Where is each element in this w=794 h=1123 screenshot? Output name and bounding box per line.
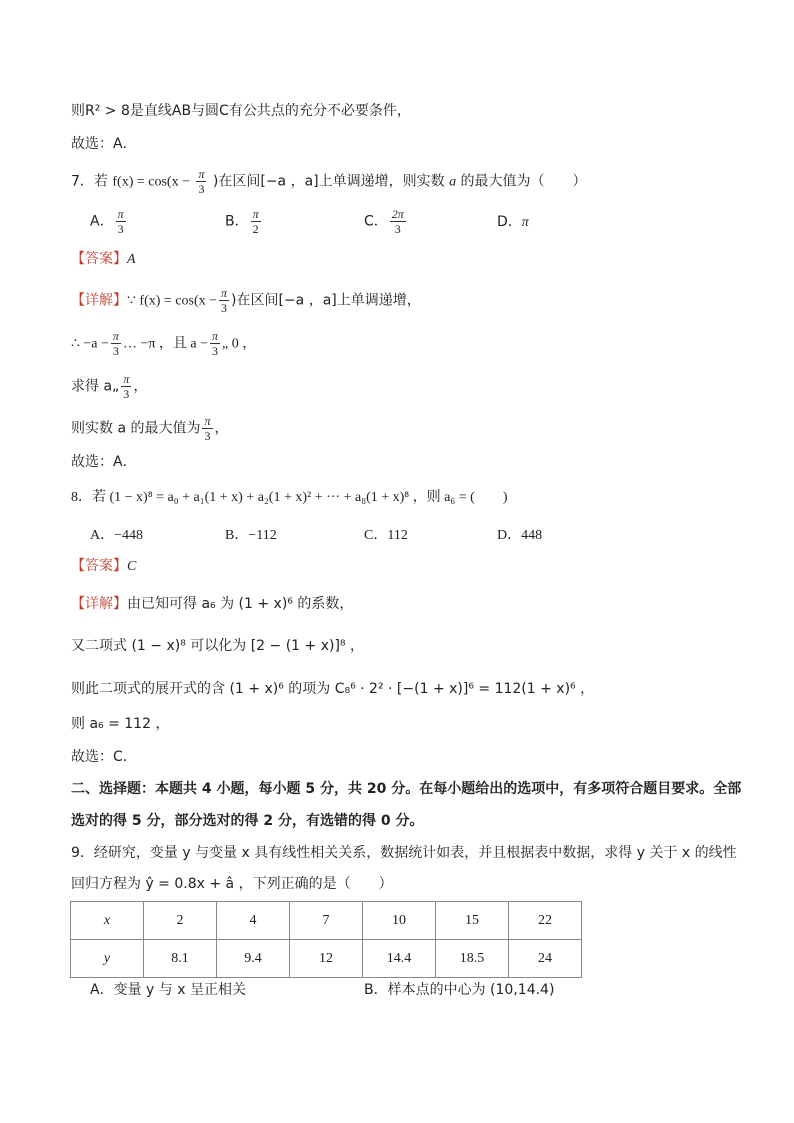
q8-detail-1: 【详解】由已知可得 a₆ 为 (1 + x)⁶ 的系数， <box>71 596 354 612</box>
table-cell: 9.4 <box>217 940 290 978</box>
q7-answer <box>71 249 136 270</box>
table-cell: 2 <box>144 902 217 940</box>
section-header-line-2: 选对的得 5 分，部分选对的得 2 分，有选错的得 0 分。 <box>71 813 424 829</box>
answer-tag: 【答案】 <box>71 251 127 267</box>
section-header-line-1: 二、选择题：本题共 4 小题，每小题 5 分，共 20 分。在每小题给出的选项中，有多项符合题目要求。全部 <box>71 781 742 797</box>
q8-answer <box>71 556 136 577</box>
q7-fraction: $\frac{\pi}{3}$ <box>198 167 205 196</box>
q8-answer-value: C <box>127 559 137 574</box>
table-cell: 8.1 <box>144 940 217 978</box>
q7-detail-4: 则实数 a 的最大值为 $\frac{\pi}{3}$ ， <box>71 414 229 443</box>
q7-detail-3: 求得 a„ $\frac{\pi}{3}$ ， <box>71 372 148 401</box>
q7-option-a: A． $\frac{\pi}{3}$ <box>90 207 124 236</box>
q9-stem-line-2: 回归方程为 ŷ = 0.8x + â ，下列正确的是（ ） <box>71 876 393 892</box>
table-row <box>71 940 582 978</box>
table-cell: 10 <box>363 902 436 940</box>
table-cell: 4 <box>217 902 290 940</box>
q7-option-c: C． $\frac{2\pi}{3}$ <box>364 207 404 236</box>
q9-stem-line-1: 9．经研究，变量 y 与变量 x 具有线性相关关系，数据统计如表，并且根据表中数据，求得 y 关于 x 的线性 <box>71 845 737 861</box>
table-cell: 18.5 <box>436 940 509 978</box>
table-cell: 22 <box>509 902 582 940</box>
q8-detail-3: 则此二项式的展开式的含 (1 + x)⁶ 的项为 C₈⁶ · 2² · [−(1 + x)]⁶ = 112(1 + x)⁶ ， <box>71 681 595 697</box>
q6-choose: 故选：A． <box>71 136 137 152</box>
q7-function: f(x) = cos(x − <box>112 174 190 190</box>
q6-conclusion: 则R² > 8是直线AB与圆C有公共点的充分不必要条件， <box>71 103 411 119</box>
table-cell: 12 <box>290 940 363 978</box>
q7-number: 7．若 <box>71 173 108 190</box>
q7-suffix: 的最大值为（ ） <box>460 173 587 190</box>
q8-detail-2: 又二项式 (1 − x)⁸ 可以化为 [2 − (1 + x)]⁸ ， <box>71 638 364 654</box>
q8-detail-4: 则 a₆ = 112 ， <box>71 716 170 732</box>
q8-choose: 故选：C． <box>71 749 137 765</box>
detail-tag: 【详解】 <box>71 596 127 612</box>
table-cell: x <box>71 902 144 940</box>
q8-option-a: A．−448 <box>90 528 144 543</box>
q7-var: a <box>449 174 457 190</box>
q8-stem: 8．若 (1 − x)⁸ = a₀ + a₁(1 + x) + a₂(1 + x)² + ··· + a₈(1 + x)⁸ ，则 a₆ = ( ) <box>71 490 508 505</box>
q7-interval: )在区间[−a ，a]上单调递增，则实数 <box>212 173 445 190</box>
detail-tag: 【详解】 <box>71 292 127 309</box>
q8-option-b: B．−112 <box>225 528 277 543</box>
q7-detail-2: ∴ −a − $\frac{\pi}{3}$ … −π ，且 a − $\frac{\pi}{3}$ „ 0 ， <box>71 329 257 358</box>
table-cell: 14.4 <box>363 940 436 978</box>
table-row <box>71 902 582 940</box>
q7-answer-value: A <box>127 252 136 267</box>
q7-option-b: B． $\frac{\pi}{2}$ <box>225 207 259 236</box>
q7-choose: 故选：A． <box>71 454 137 470</box>
q7-stem <box>71 167 587 196</box>
q7-detail-1: 【详解】∵ f(x) = cos(x − $\frac{\pi}{3}$ )在区间[−a ，a]上单调递增， <box>71 286 421 315</box>
table-cell: 7 <box>290 902 363 940</box>
table-cell: 24 <box>509 940 582 978</box>
q9-option-b: B．样本点的中心为 (10,14.4) <box>364 982 555 998</box>
q7-option-d: D．π <box>497 214 529 230</box>
q8-option-c: C．112 <box>364 528 408 543</box>
q9-option-a: A．变量 y 与 x 呈正相关 <box>90 982 246 998</box>
q8-option-d: D．448 <box>497 528 543 543</box>
q9-data-table <box>70 901 582 978</box>
table-cell: y <box>71 940 144 978</box>
table-cell: 15 <box>436 902 509 940</box>
answer-tag: 【答案】 <box>71 558 127 574</box>
